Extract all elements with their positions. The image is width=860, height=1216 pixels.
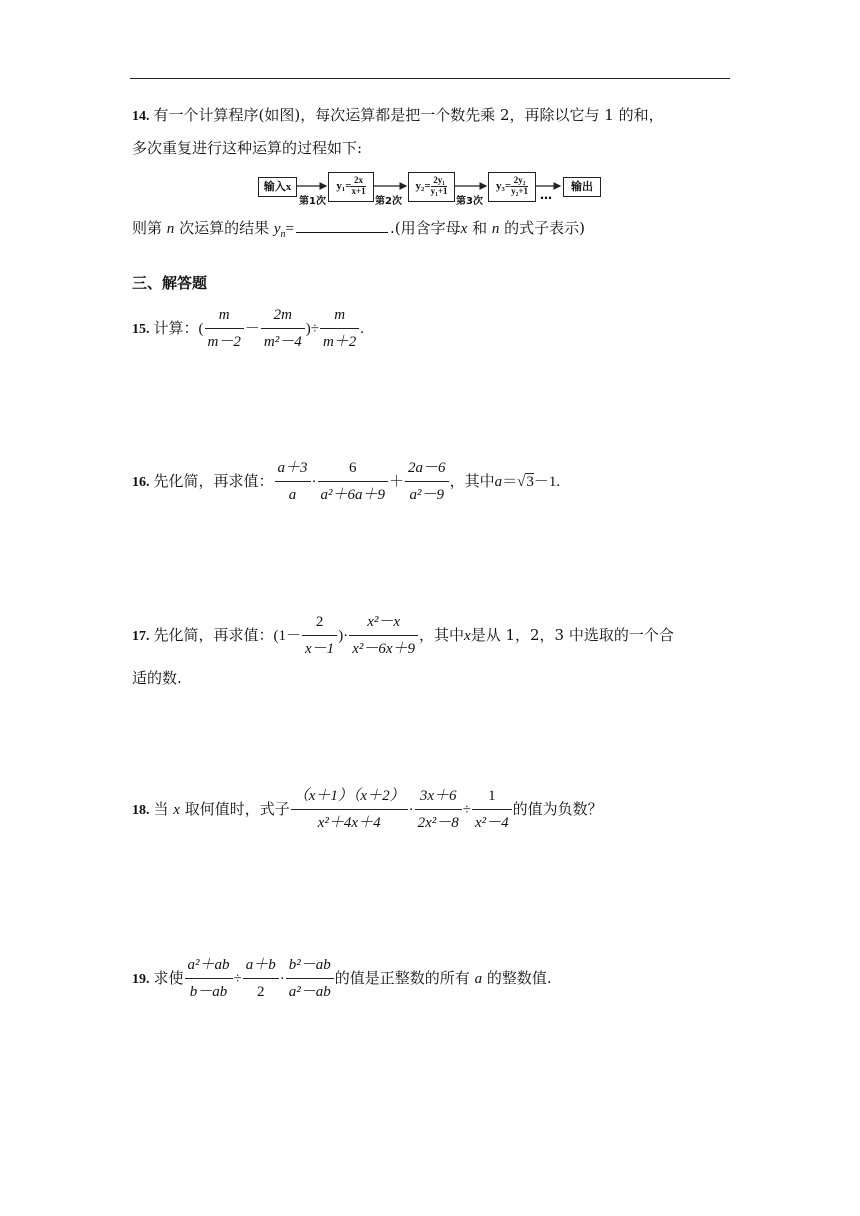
q18-f2-num: 3x＋6 — [415, 786, 462, 810]
flow-step3-label: 第3次 — [456, 196, 483, 207]
q14-l3-a: 则第 — [132, 219, 163, 237]
q16-f2-den: a²＋6a＋9 — [320, 487, 386, 504]
q16-plus: ＋ — [389, 473, 405, 490]
flow-dots: … — [540, 188, 552, 202]
q16-number: 16. — [132, 474, 150, 490]
q16-label: 先化简，再求值： — [153, 471, 274, 490]
q16-f2-num: 6 — [318, 458, 389, 482]
q19-frac3 — [286, 955, 334, 1003]
q17-tail-a: ，其中 — [419, 625, 465, 644]
flow-step1-label: 第1次 — [299, 196, 326, 207]
q14-l3-d: 和 — [472, 219, 488, 237]
q17-close: )· — [338, 627, 349, 644]
q17-open: (1－ — [273, 627, 302, 644]
q16 — [132, 458, 560, 506]
q14-answer-blank[interactable] — [296, 220, 388, 233]
q16-dot: · — [311, 473, 317, 490]
q19-var: a — [474, 970, 483, 987]
header-rule — [130, 78, 730, 79]
q15 — [132, 305, 364, 353]
q19-label: 求使 — [153, 968, 184, 987]
flow-box1-frac — [351, 176, 365, 197]
flow-box2-num: 2y₁ — [431, 176, 448, 187]
q17-frac1 — [302, 612, 337, 660]
q19 — [132, 955, 552, 1003]
q17-f2-num: x²－x — [349, 612, 418, 636]
q18-f1-den: x²＋4x＋4 — [317, 815, 381, 832]
q19-f1-num: a²＋ab — [185, 955, 233, 979]
flow-box3-num: 2y₂ — [511, 176, 528, 187]
q17 — [132, 612, 674, 660]
q16-f3-den: a²－9 — [409, 487, 445, 504]
q15-frac3 — [320, 305, 359, 353]
q14-l3-c: .(用含字母 — [390, 219, 461, 237]
q15-f3-num: m — [320, 305, 359, 329]
q15-end: . — [360, 320, 365, 337]
q18-label-a: 当 — [153, 799, 169, 818]
q16-f1-num: a＋3 — [275, 458, 311, 482]
q18-frac2 — [415, 786, 462, 834]
q15-f2-den: m²－4 — [263, 334, 302, 351]
q18-frac3 — [472, 786, 512, 834]
flow-box2-den: y₁+1 — [430, 185, 448, 196]
q17-f1-den: x－1 — [305, 641, 335, 658]
q16-tail-b: ＝ — [502, 473, 518, 490]
q19-f3-den: a²－ab — [288, 984, 331, 1001]
flow-box3-frac — [511, 176, 528, 197]
q19-f1-den: b－ab — [189, 984, 228, 1001]
q15-f1-den: m－2 — [207, 334, 241, 351]
q15-f2-num: 2m — [261, 305, 305, 329]
q14-l3-n2: n — [491, 221, 500, 237]
q14-l3-eq: = — [285, 221, 295, 237]
q17-number: 17. — [132, 628, 150, 644]
q14-l3-n: n — [166, 221, 175, 237]
q17-line2: 适的数. — [132, 669, 182, 687]
q14-line1 — [132, 108, 664, 124]
q18-frac1 — [291, 786, 408, 834]
q16-f3-num: 2a－6 — [405, 458, 449, 482]
q15-frac1 — [205, 305, 244, 353]
q15-f1-num: m — [205, 305, 244, 329]
q18-tail: 的值为负数？ — [512, 799, 603, 818]
q14-l3-y: y — [273, 221, 281, 237]
q14-l3-sub: n — [280, 229, 286, 240]
q15-open: ( — [198, 320, 204, 337]
q19-f2-den: 2 — [257, 984, 265, 1001]
q17-label: 先化简，再求值： — [153, 625, 274, 644]
q18-dot: · — [408, 801, 414, 818]
q14-flowchart — [256, 172, 604, 206]
q15-number: 15. — [132, 321, 150, 337]
q18-f1-num: （x＋1）（x＋2） — [291, 786, 408, 810]
flow-box2-lhs: y₂= — [415, 179, 431, 192]
q18-div: ÷ — [462, 801, 471, 818]
flow-box1-lhs: y₁= — [336, 179, 352, 192]
q16-frac1 — [275, 458, 311, 506]
q18-var: x — [173, 801, 180, 818]
q18-label-b: 取何值时，式子 — [184, 799, 290, 818]
q14-line2: 多次重复进行这种运算的过程如下: — [132, 139, 363, 157]
q19-frac2 — [243, 955, 279, 1003]
q18-f3-den: x²－4 — [474, 815, 509, 832]
q19-div: ÷ — [233, 970, 242, 987]
q17-f2-den: x²－6x＋9 — [352, 641, 416, 658]
q15-close: )÷ — [305, 320, 319, 337]
flow-box3-lhs: y₃= — [496, 179, 512, 192]
q19-tail-b: 的整数值. — [486, 968, 552, 987]
q14-l3-e: 的式子表示) — [504, 219, 586, 237]
flow-input-box: 输入x — [258, 177, 297, 197]
flow-box1-num: 2x — [351, 176, 365, 187]
q18-f3-num: 1 — [472, 786, 512, 810]
q16-sqrt-sign: √ — [517, 473, 526, 490]
q14-number: 14. — [132, 109, 150, 124]
q16-frac2 — [318, 458, 389, 506]
q15-f3-den: m＋2 — [322, 334, 357, 351]
q18 — [132, 786, 603, 834]
q16-var: a — [494, 473, 503, 490]
q14-line3 — [132, 220, 585, 240]
q16-f1-den: a — [288, 487, 297, 504]
section-heading: 三、解答题 — [132, 274, 208, 292]
flow-box3 — [488, 172, 536, 202]
flow-box1-den: x+1 — [351, 185, 366, 196]
q19-number: 19. — [132, 971, 150, 987]
q19-tail-a: 的值是正整数的所有 — [334, 968, 470, 987]
q17-var: x — [464, 627, 471, 644]
q18-f2-den: 2x²－8 — [417, 815, 459, 832]
q14-text-1: 有一个计算程序(如图)，每次运算都是把一个数先乘 2，再除以它与 1 的和， — [153, 106, 664, 124]
q16-radicand: 3 — [526, 473, 534, 490]
q16-tail-c: －1. — [533, 473, 561, 490]
q17-f1-num: 2 — [302, 612, 337, 636]
q15-minus: － — [244, 320, 260, 337]
flow-box1 — [328, 172, 374, 202]
q16-frac3 — [405, 458, 449, 506]
q17-frac2 — [349, 612, 418, 660]
q14-l3-x: x — [460, 221, 468, 237]
flow-output-box: 输出 — [563, 177, 601, 197]
q15-label: 计算： — [153, 318, 199, 337]
flow-step2-label: 第2次 — [375, 196, 402, 207]
q19-frac1 — [185, 955, 233, 1003]
q18-number: 18. — [132, 802, 150, 818]
q15-frac2 — [261, 305, 305, 353]
q16-tail-a: ，其中 — [449, 471, 495, 490]
q14-l3-b: 次运算的结果 — [179, 219, 270, 237]
q19-f3-num: b²－ab — [286, 955, 334, 979]
flow-box3-den: y₂+1 — [511, 185, 528, 196]
q17-tail-b: 是从 1，2，3 中选取的一个合 — [470, 625, 674, 644]
q19-dot: · — [279, 970, 285, 987]
q19-f2-num: a＋b — [243, 955, 279, 979]
flow-box2-frac — [431, 176, 448, 197]
flow-box2 — [408, 172, 455, 202]
